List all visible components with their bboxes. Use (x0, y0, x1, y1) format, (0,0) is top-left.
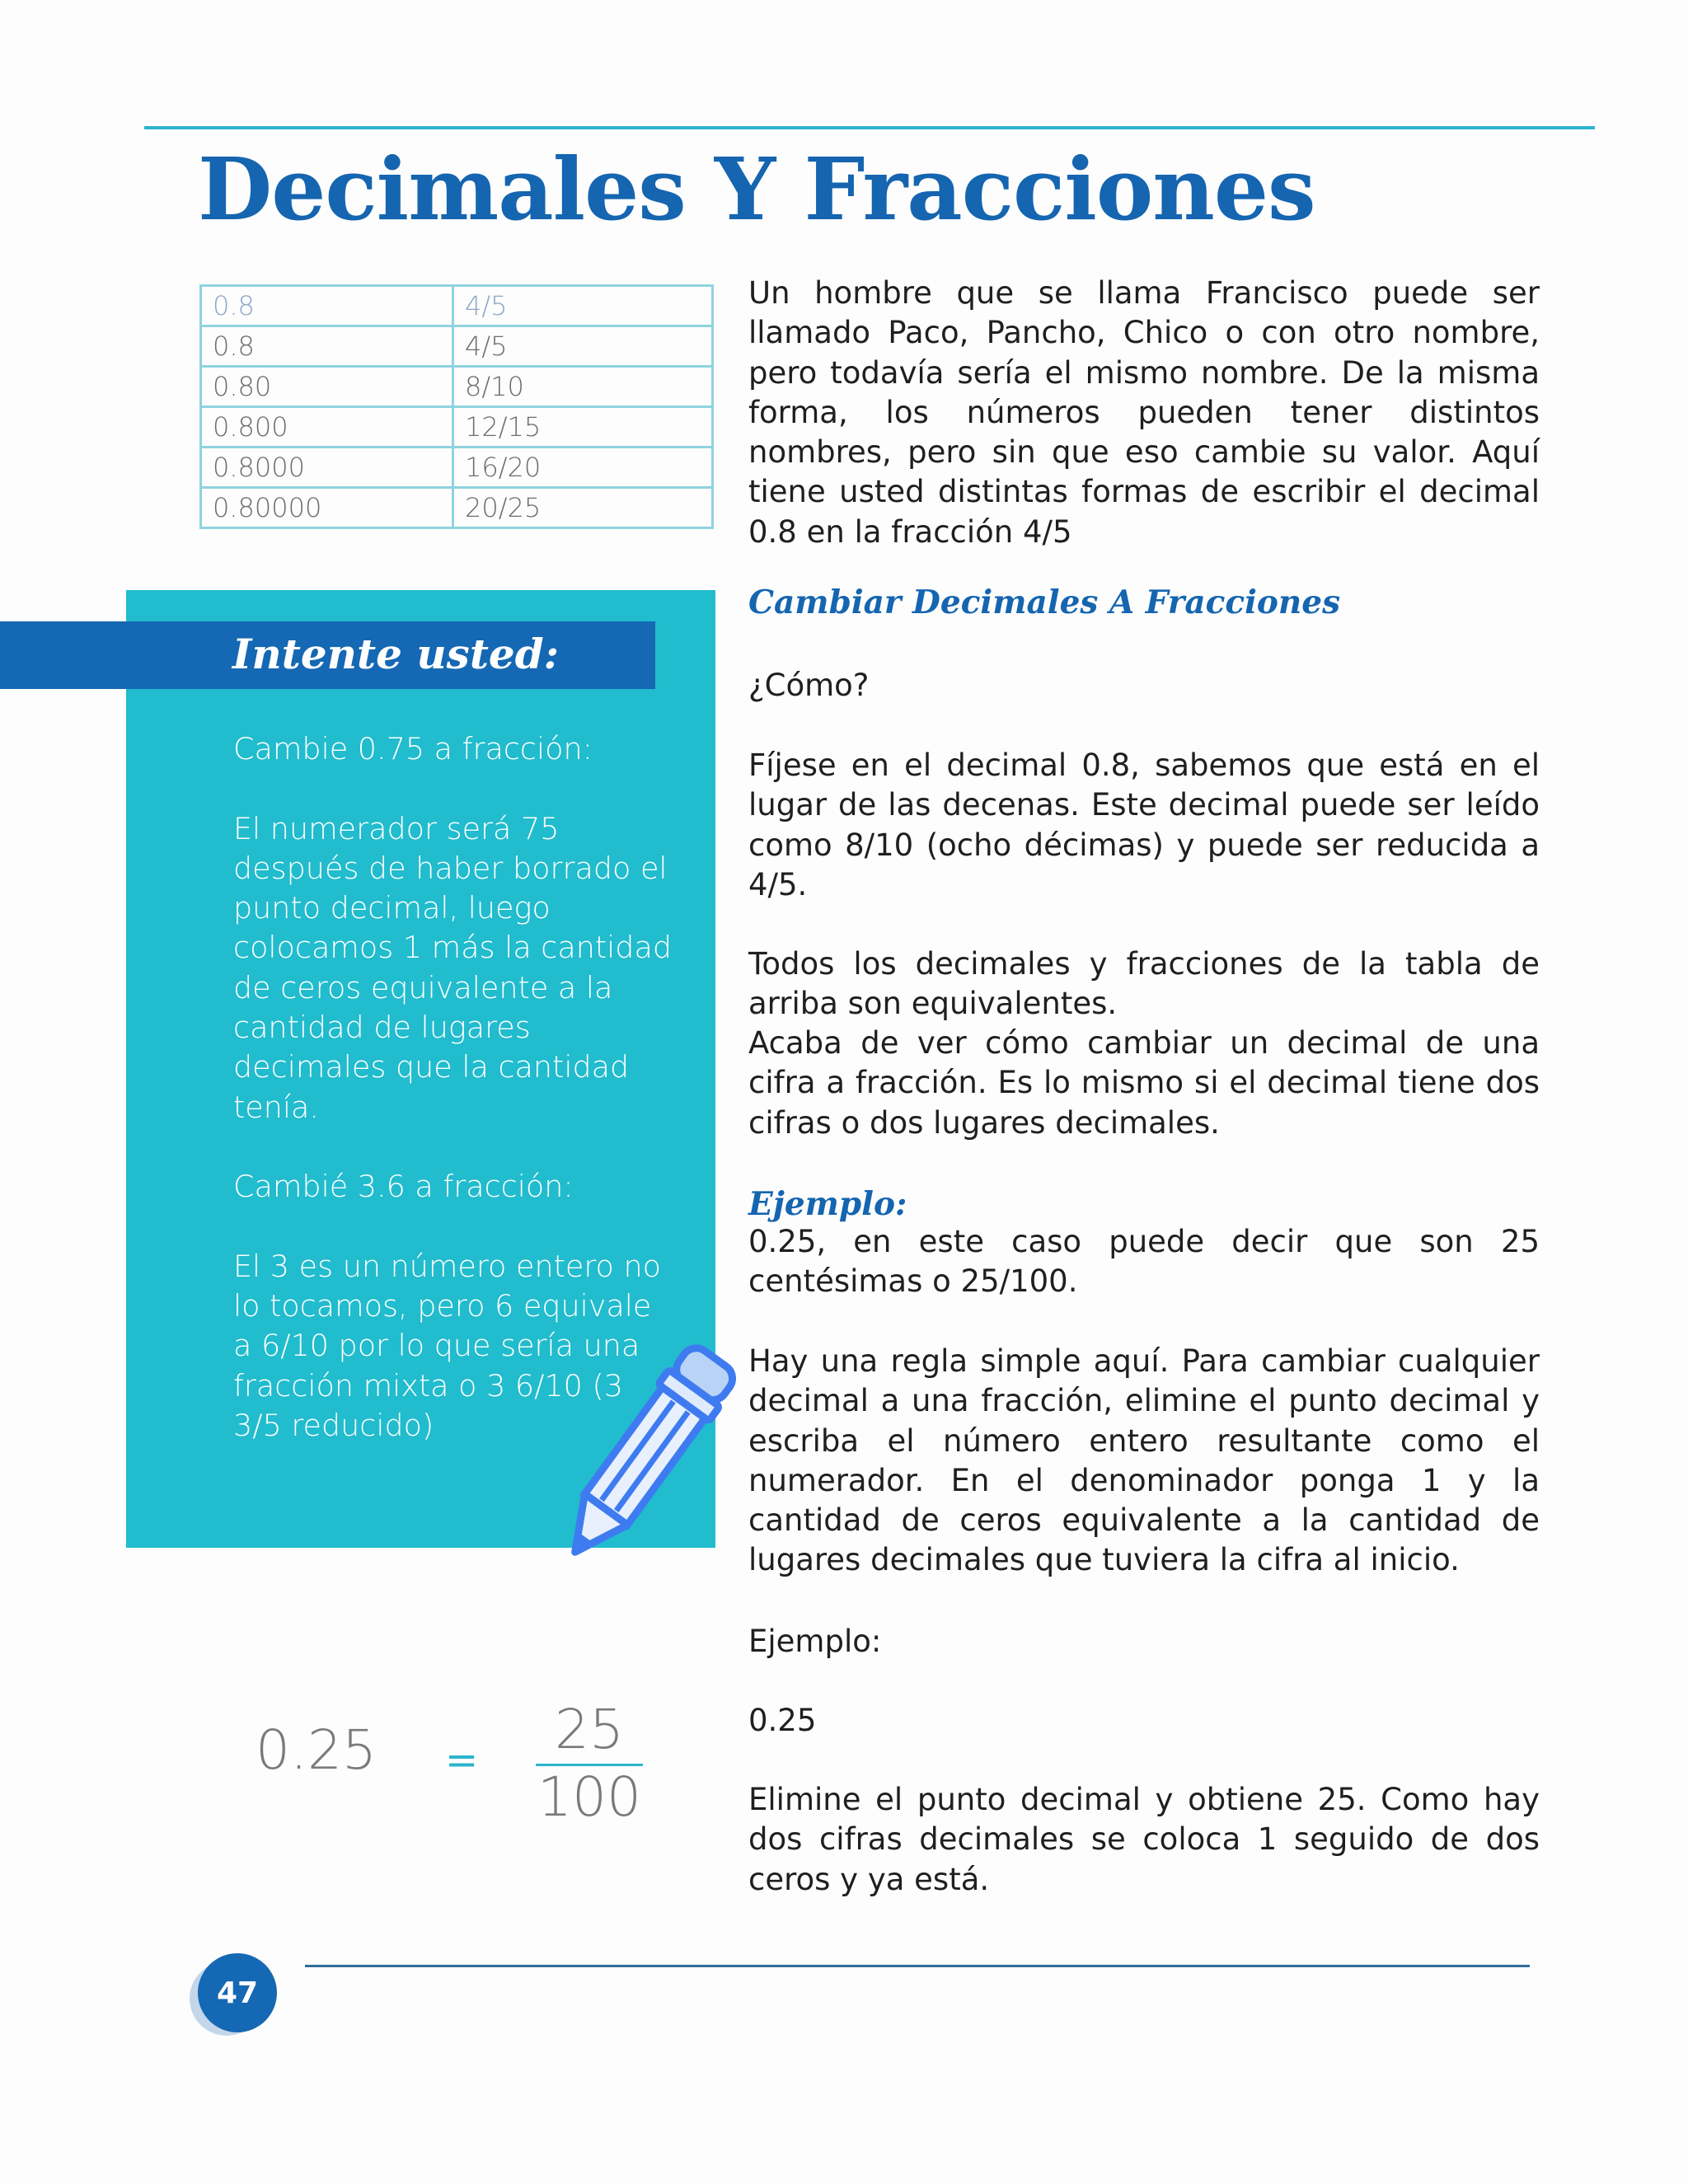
example-text: 0.25, en este caso puede decir que son 25 centésimas o 25/100. (748, 1224, 1540, 1300)
top-rule (144, 126, 1595, 129)
fraction-cell: 16/20 (453, 448, 713, 488)
decimal-cell: 0.8 (201, 286, 453, 326)
table-row (201, 448, 713, 488)
page-number: 47 (198, 1953, 277, 2032)
fraction-cell: 4/5 (453, 286, 713, 326)
exercise-2-explanation: El 3 es un número entero no lo tocamos, pero 6 equivale a 6/10 por lo que sería una fracción mixta o 3 6/10 (3 3/5 reducido) (233, 1248, 661, 1444)
decimal-cell: 0.80000 (201, 488, 453, 528)
fraction-equals-sign: = (445, 1737, 479, 1783)
page-title: Decimales Y Fracciones (198, 138, 1315, 240)
exercise-1-prompt: Cambie 0.75 a fracción: (233, 731, 593, 766)
table-row (201, 488, 713, 528)
equivalence-note: Todos los decimales y fracciones de la tabla de arriba son equivalentes. (748, 946, 1540, 1022)
fraction-denominator: 100 (537, 1765, 641, 1829)
example-heading: Ejemplo: (748, 1185, 907, 1223)
table-row (201, 326, 713, 367)
decimal-cell: 0.8000 (201, 448, 453, 488)
two-digit-note: Acaba de ver cómo cambiar un decimal de una cifra a fracción. Es lo mismo si el decimal tiene dos cifras o dos lugares decimales. (748, 1025, 1540, 1141)
decimal-cell: 0.80 (201, 367, 453, 407)
rule-paragraph: Hay una regla simple aquí. Para cambiar cualquier decimal a una fracción, elimine el punto decimal y escriba el número entero resultante como el numerador. En el denominador ponga 1 y la cantidad de ceros equivalente a la cantidad de lugares decimales que tuviera la cifra al inicio. (748, 1343, 1540, 1578)
conclusion-paragraph: Elimine el punto decimal y obtiene 25. Como hay dos cifras decimales se coloca 1 seguido de dos ceros y ya está. (748, 1782, 1540, 1897)
try-it-heading: Intente usted: (232, 630, 560, 678)
section-heading: Cambiar Decimales A Fracciones (748, 583, 1341, 621)
fraction-cell: 8/10 (453, 367, 713, 407)
table-row (201, 367, 713, 407)
decimal-cell: 0.800 (201, 407, 453, 448)
exercise-1-explanation: El numerador será 75 después de haber borrado el punto decimal, luego colocamos 1 más la cantidad de ceros equivalente a la cantidad de lugares decimales que la cantidad tenía. (233, 810, 673, 1125)
example-label: Ejemplo: (748, 1624, 882, 1659)
bottom-rule (305, 1965, 1530, 1967)
fraction-decimal-value: 0.25 (256, 1718, 377, 1782)
decimal-cell: 0.8 (201, 326, 453, 367)
pencil-icon (544, 1331, 742, 1586)
fraction-numerator: 25 (555, 1698, 624, 1761)
table-row (201, 407, 713, 448)
fraction-cell: 12/15 (453, 407, 713, 448)
equivalence-table (199, 284, 714, 529)
intro-paragraph: Un hombre que se llama Francisco puede ser llamado Paco, Pancho, Chico o con otro nombre, pero todavía sería el mismo nombre. De la misma forma, los números pueden tener distintos nombres, pero sin que eso cambie su valor. Aquí tiene usted distintas formas de escribir el decimal 0.8 en la fracción 4/5 (748, 275, 1540, 550)
explanation-paragraph: Fíjese en el decimal 0.8, sabemos que está en el lugar de las decenas. Este decimal puede ser leído como 8/10 (ocho décimas) y puede ser reducida a 4/5. (748, 748, 1540, 902)
table-row (201, 286, 713, 326)
how-label: ¿Cómo? (748, 668, 870, 703)
fraction-cell: 20/25 (453, 488, 713, 528)
fraction-cell: 4/5 (453, 326, 713, 367)
exercise-2-prompt: Cambié 3.6 a fracción: (233, 1169, 574, 1205)
example-value: 0.25 (748, 1703, 817, 1738)
